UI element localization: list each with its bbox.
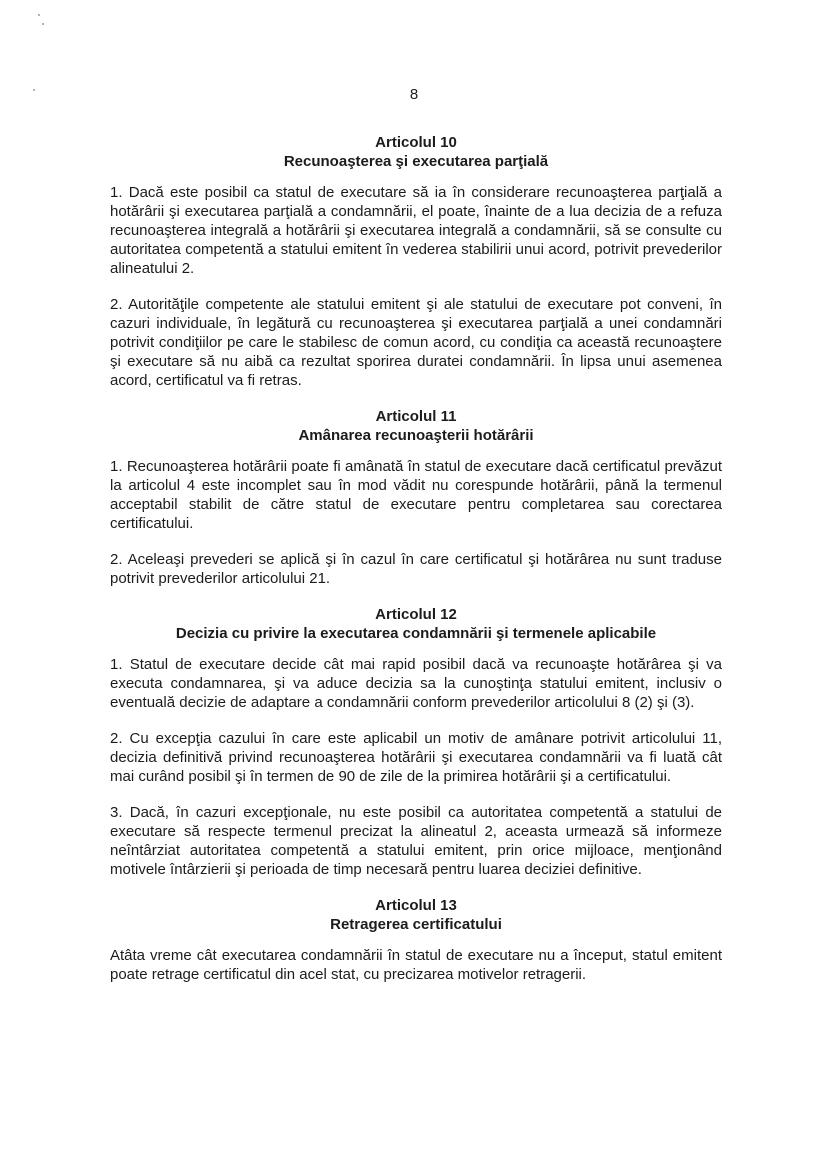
- article-paragraph: 2. Autorităţile competente ale statului emitent şi ale statului de executare pot conveni, în cazuri individuale, în legătură cu recunoaşterea şi executarea parţială a unei condamnări potrivit condiţiilor pe care le stabilesc de comun acord, cu condiţia ca această recunoaştere şi executare să nu aibă ca rezultat sporirea duratei condamnării. În lipsa unui asemenea acord, certificatul va fi retras.: [110, 296, 722, 389]
- page-number: 8: [409, 86, 419, 103]
- article-number: Articolul 13: [375, 897, 457, 914]
- scan-speck: [42, 23, 44, 25]
- article-10: [110, 133, 722, 390]
- article-paragraph: 2. Cu excepţia cazului în care este aplicabil un motiv de amânare potrivit articolului 11, decizia definitivă privind recunoaşterea hotărârii şi executarea condamnării va fi luată cât mai curând posibil şi în termen de 90 de zile de la primirea hotărârii şi a certificatului.: [110, 730, 722, 785]
- article-title: Recunoaşterea şi executarea parţială: [283, 153, 549, 170]
- article-heading: [110, 605, 722, 643]
- article-number: Articolul 12: [375, 606, 457, 623]
- article-paragraph: 3. Dacă, în cazuri excepţionale, nu este posibil ca autoritatea competentă a statului de executare să respecte termenul precizat la alineatul 2, aceasta urmează să informeze neîntârziat autoritatea competentă a statului emitent, prin orice mijloace, menţionând motivele întârzierii şi perioada de timp necesară pentru luarea deciziei definitive.: [110, 804, 722, 878]
- article-title: Retragerea certificatului: [330, 916, 502, 933]
- article-paragraph: 1. Recunoaşterea hotărârii poate fi amânată în statul de executare dacă certificatul prevăzut la articolul 4 este incomplet sau în mod vădit nu corespunde hotărârii, până la termenul acceptabil stabilit de către statul de executare pentru completarea sau corectarea certificatului.: [110, 458, 722, 532]
- article-12: [110, 605, 722, 879]
- article-paragraph: 1. Statul de executare decide cât mai rapid posibil dacă va recunoaşte hotărârea şi va executa condamnarea, şi va aduce decizia sa la cunoştinţa statului emitent, inclusiv o eventuală decizie de adaptare a condamnării conform prevederilor articolului 8 (2) şi (3).: [110, 656, 722, 711]
- article-paragraph: Atâta vreme cât executarea condamnării în statul de executare nu a început, statul emitent poate retrage certificatul din acel stat, cu precizarea motivelor retragerii.: [110, 947, 722, 983]
- article-number: Articolul 10: [375, 134, 457, 151]
- article-heading: [110, 896, 722, 934]
- scan-speck: [38, 14, 40, 16]
- article-title: Amânarea recunoaşterii hotărârii: [298, 427, 534, 444]
- article-heading: [110, 407, 722, 445]
- article-heading: [110, 133, 722, 171]
- article-title: Decizia cu privire la executarea condamnării şi termenele aplicabile: [175, 625, 657, 642]
- article-paragraph: 1. Dacă este posibil ca statul de executare să ia în considerare recunoaşterea parţială a hotărârii şi executarea parţială a condamnării, el poate, înainte de a lua decizia de a refuza recunoaşterea integrală a hotărârii şi executarea integrală a condamnării, să se consulte cu autoritatea competentă a statului emitent în vederea stabilirii unui acord, potrivit prevederilor alineatului 2.: [110, 184, 722, 277]
- article-11: [110, 407, 722, 588]
- article-number: Articolul 11: [375, 408, 457, 425]
- article-paragraph: 2. Aceleaşi prevederi se aplică şi în cazul în care certificatul şi hotărârea nu sunt traduse potrivit prevederilor articolului 21.: [110, 551, 722, 587]
- article-13: [110, 896, 722, 984]
- document-body: [110, 133, 722, 1001]
